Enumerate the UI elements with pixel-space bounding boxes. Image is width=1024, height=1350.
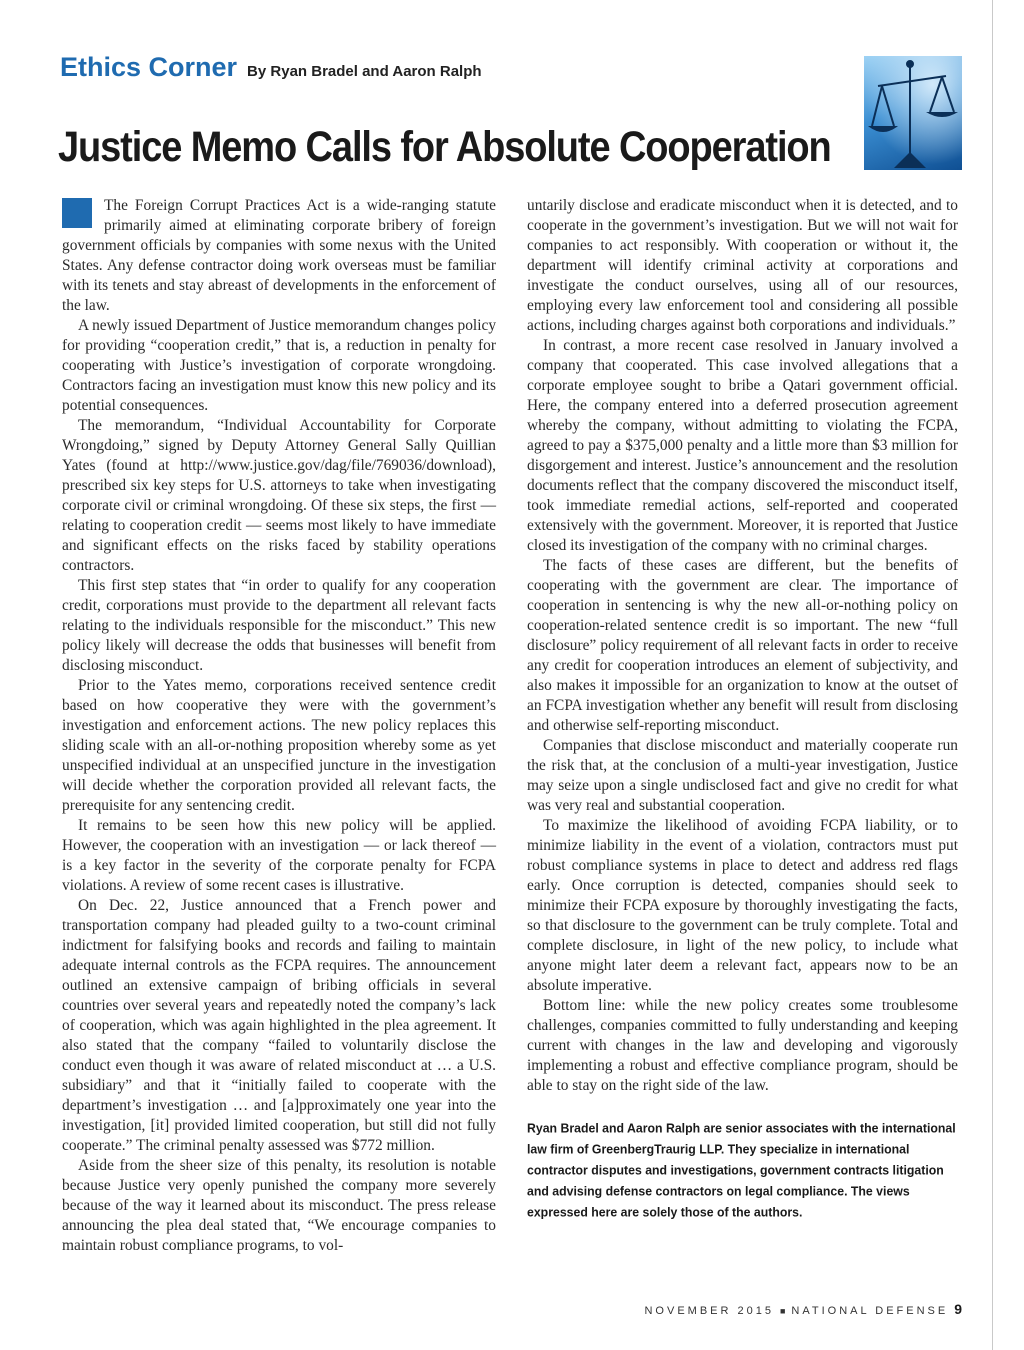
publication-name: NATIONAL DEFENSE [791, 1305, 949, 1317]
byline: By Ryan Bradel and Aaron Ralph [247, 63, 482, 80]
article-paragraph: It remains to be seen how this new policy will be applied. However, the cooperation with an investigation — or lack thereof — is a key factor in the severity of the corporate penalty for FCPA violations. A review of some recent cases is illustrative. [62, 817, 496, 894]
footer-separator: ■ [779, 1306, 786, 1316]
article-paragraph: Prior to the Yates memo, corporations received sentence credit based on how cooperative they were with the government’s investigation and enforcement actions. The new policy replaces this sliding scale with an all-or-nothing proposition whereby some as yet unspecified individual at an unspecified juncture in the investigation will decide whether the corporation provided all relevant facts, the prerequisite for any sentencing credit. [62, 677, 496, 814]
drop-cap-block [62, 198, 92, 228]
article-header [60, 52, 482, 83]
article-paragraph: In contrast, a more recent case resolved in January involved a company that cooperated. This case involved allegations that a corporate employee sought to bribe a Qatari government official. Here, the company entered into a deferred prosecution agreement whereby the company, without admitting to violating the FCPA, agreed to pay a $375,000 penalty and a little more than $3 million for disgorgement and interest. Justice’s announcement and the resolution documents reflect that the company discovered the misconduct itself, took immediate remedial actions, self-reported and cooperated extensively with the government. Moreover, it is reported that Justice closed its investigation of the company with no criminal charges. [527, 337, 958, 554]
page-footer [644, 1301, 962, 1317]
article-paragraph: untarily disclose and eradicate misconduct when it is detected, and to cooperate in the government’s investigation. But we will not wait for companies to act responsibly. With cooperation or without it, the department will identify criminal activity at corporations and investigate the conduct ourselves, using all of our resources, employing every law enforcement tool and considering all possible actions, including charges against both corporations and individuals.” [527, 197, 958, 334]
author-bio: Ryan Bradel and Aaron Ralph are senior associates with the international law firm of GreenbergTraurig LLP. They specialize in international contractor disputes and investigations, government contracts litigation and advising defense contractors on legal compliance. The views expressed here are solely those of the authors. [527, 1121, 956, 1220]
page-edge-rule [992, 0, 993, 1350]
section-kicker: Ethics Corner [60, 52, 238, 82]
article-paragraph: To maximize the likelihood of avoiding FCPA liability, or to minimize liability in the event of a violation, contractors must put robust compliance systems in place to detect and address red flags early. Once corruption is detected, companies should seek to minimize their FCPA exposure by thoroughly investigating the facts, so that disclosure to the government can be truly complete. Total and complete disclosure, in light of the new policy, to include what anyone might later deem a relevant fact, appears now to be an absolute imperative. [527, 817, 958, 994]
headline: Justice Memo Calls for Absolute Cooperation [58, 124, 831, 172]
article-column-left [62, 196, 496, 1256]
article-paragraph: The memorandum, “Individual Accountability for Corporate Wrongdoing,” signed by Deputy Attorney General Sally Quillian Yates (found at http://www.justice.gov/dag/file/769036/download), prescribed six key steps for U.S. attorneys to take when investigating corporate civil or criminal wrongdoing. Of these six steps, the first — relating to cooperation credit — seems most likely to have immediate and significant effects on the risks faced by stability operations contractors. [62, 417, 496, 574]
article-paragraph: A newly issued Department of Justice memorandum changes policy for providing “cooperation credit,” that is, a reduction in penalty for cooperating with Justice’s investigation of corporate wrongdoing. Contractors facing an investigation must know this new policy and its potential consequences. [62, 317, 497, 414]
scales-of-justice-icon [864, 56, 962, 170]
article-paragraph: Aside from the sheer size of this penalty, its resolution is notable because Justice very openly punished the company more severely because of the way it learned about its misconduct. The press release announcing the plea deal stated that, “We encourage companies to maintain robust compliance programs, to vol- [62, 1157, 496, 1254]
article-paragraph: The facts of these cases are different, but the benefits of cooperating with the government are clear. The importance of cooperation in sentencing is why the new all-or-nothing policy on cooperation-related sentence credit is so important. The new “full disclosure” policy requirement of all relevant facts in order to receive any credit for cooperation introduces an element of subjectivity, and also makes it impossible for an organization to know at the outset of an FCPA investigation whether any benefit will result from disclosing and otherwise self-reporting misconduct. [527, 557, 958, 734]
article-paragraph: Bottom line: while the new policy creates some troublesome challenges, companies committed to fully understanding and keeping current with changes in the law and developing and vigorously implementing a robust and effective compliance program, should be able to stay on the right side of the law. [527, 997, 958, 1094]
scales-photo [864, 56, 962, 170]
article-paragraph: The Foreign Corrupt Practices Act is a wide-ranging statute primarily aimed at eliminating corporate bribery of foreign government officials by companies with some nexus with the United States. Any defense contractor doing work overseas must be familiar with its tenets and stay abreast of developments in the enforcement of the law. [62, 197, 496, 314]
article-paragraph: This first step states that “in order to qualify for any cooperation credit, corporations must provide to the department all relevant facts relating to the individuals responsible for the misconduct.” This new policy likely will decrease the odds that businesses will benefit from disclosing misconduct. [62, 577, 496, 674]
article-column-right [527, 196, 958, 1218]
page-number: 9 [954, 1301, 962, 1317]
article-paragraph: On Dec. 22, Justice announced that a French power and transportation company had pleaded guilty to a two-count criminal indictment for falsifying books and records and failing to maintain adequate internal controls as the FCPA requires. The announcement outlined an extensive campaign of bribing officials in several countries over several years and repeatedly noted the company’s lack of cooperation, which was again highlighted in the plea agreement. It also stated that the company “failed to voluntarily disclose the conduct even though it was aware of related misconduct at … a U.S. subsidiary” and that it “initially failed to cooperate with the department’s investigation … and [a]pproximately one year into the investigation, [it] provided limited cooperation, but still did not fully cooperate.” The criminal penalty assessed was $772 million. [62, 897, 496, 1154]
article-paragraph: Companies that disclose misconduct and materially cooperate run the risk that, at the conclusion of a multi-year investigation, Justice may seize upon a single undisclosed fact and give no credit for what was very real and substantial cooperation. [527, 737, 958, 814]
issue-date: NOVEMBER 2015 [644, 1305, 774, 1317]
